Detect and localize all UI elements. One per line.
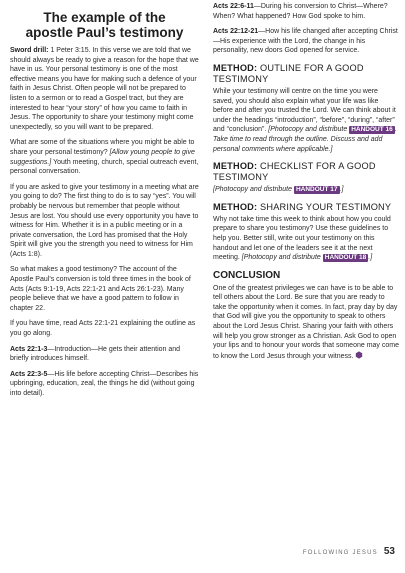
sword-drill-text: 1 Peter 3:15. In this verse we are told that we should always be ready to give a reason for the hope that we have in us. Your personal testimony is one of the most effective means you have for making such a defence of your faith in Jesus Christ. Often people will not be prepared to listen to a sermon or to read a Gospel tract, but they are interested to hear “your story” of how you came to faith in Jesus. The opportunity to share your testimony might come unexpectedly, so you will want to be prepared. [10, 47, 199, 131]
handout-18-badge: HANDOUT 18 [324, 254, 367, 262]
read-acts-paragraph: If you have time, read Acts 22:1-21 explaining the outline as you go along. [10, 320, 196, 338]
acts-during-ref: Acts 22:6-11 [213, 3, 254, 10]
method-outline-instruction-b: . Take time to read through the outline. Discuss and add personal comments where applicable.] [213, 126, 397, 153]
method-sharing-instruction-a: [Photocopy and distribute [241, 254, 323, 262]
method-sharing-label: METHOD: [213, 201, 258, 212]
right-column [213, 2, 399, 367]
method-outline-title: OUTLINE FOR A GOOD TESTIMONY [213, 62, 364, 84]
method-outline-heading [213, 63, 399, 85]
situations-instruction: [Allow young people to give suggestions.] [10, 148, 195, 166]
handout-17-badge: HANDOUT 17 [295, 186, 338, 194]
left-column [10, 10, 199, 405]
acts-after-paragraph [213, 27, 399, 56]
method-outline-text: While your testimony will centre on the time you were saved, you should also explain what your life was like before and after you trusted the Lord. We can think about it under the headings “introduction”, “before”, “during”, “after” and “conclusion”. [213, 87, 396, 134]
sword-drill-label: Sword drill: [10, 47, 49, 54]
method-sharing-instruction-b: .] [368, 254, 373, 262]
method-checklist-heading [213, 161, 399, 183]
page-number: 53 [383, 546, 395, 557]
situations-answers: Youth meeting, church, special outreach event, personal conversation. [10, 158, 199, 176]
acts-intro-paragraph [10, 345, 199, 364]
method-sharing-title: SHARING YOUR TESTIMONY [257, 201, 392, 212]
conclusion-heading: CONCLUSION [213, 269, 281, 281]
conclusion-paragraph [213, 284, 399, 362]
acts-before-ref: Acts 22:3-5 [10, 370, 48, 378]
method-checklist-title: CHECKLIST FOR A GOOD TESTIMONY [213, 161, 376, 183]
acts-during-paragraph [213, 2, 399, 21]
good-testimony-paragraph: So what makes a good testimony? The account of the Apostle Paul’s conversion is told three times in the book of Acts (Acts 9:1-19, Acts 22:1-21 and Acts 26:1-23). Many people believe that we have a good pattern to follow in chapter 22. [10, 266, 191, 312]
method-checklist-paragraph [213, 185, 399, 195]
method-checklist-instruction-b: .] [339, 186, 344, 194]
method-sharing-text: Why not take time this week to think about how you could prepare to share you testimony? Use these guidelines to help you. Better still, write out your testimony on this handout and let one of the leaders see it at the next meeting. [213, 215, 391, 262]
acts-during-text: —During his conversion to Christ—Where? When? What happened? How God spoke to him. [213, 3, 388, 20]
conclusion-text: One of the greatest privileges we can have is to be able to tell others about the Lord. Be sure that you are ready to take the opportunity when it comes. In fact, pray day by day that God will give you the opportunity to speak to others about the Lord Jesus Christ. Sharing your faith with others will help you grow stronger as a Christian. Ask God to open your lips and to honour your words that someone may come to know the Lord Jesus through your witness. [213, 284, 399, 360]
hexagon-end-mark-icon [355, 351, 363, 359]
acts-after-text: —How his life changed after accepting Christ—His experience with the Lord, the change in his personality, new doors God opened for service. [213, 28, 398, 55]
title-line-1: The example of the [43, 10, 166, 25]
acts-before-text: —His life before accepting Christ—Describes his upbringing, education, zeal, the things he did (without going into detail). [10, 370, 199, 397]
method-outline-paragraph [213, 87, 399, 154]
page-footer [303, 546, 395, 557]
page-title [10, 10, 199, 40]
method-outline-instruction-a: [Photocopy and distribute [268, 126, 350, 134]
meeting-paragraph: If you are asked to give your testimony in a meeting what are you going to do? The first thing to do is to say “yes”. You will probably be nervous but remember that people without Jesus are lost. You should use every opportunity you have to witness for Him. Whether it is in a public meeting or in a private conversation, the Lord has promised that the Holy Spirit will give you the strength you need to witness for Him (Acts 1:8). [10, 183, 199, 258]
footer-running-title: FOLLOWING JESUS [302, 550, 378, 556]
acts-before-paragraph [10, 370, 199, 399]
handout-16-badge: HANDOUT 16 [351, 126, 393, 134]
method-sharing-heading [213, 202, 399, 213]
method-sharing-paragraph [213, 215, 399, 263]
acts-intro-text: —Introduction—He gets their attention and briefly introduces himself. [10, 345, 181, 363]
acts-after-ref: Acts 22:12-21 [213, 28, 259, 36]
situations-paragraph [10, 138, 199, 176]
method-checklist-instruction-a: [Photocopy and distribute [213, 186, 294, 194]
sword-drill-paragraph [10, 46, 199, 132]
acts-intro-ref: Acts 22:1-3 [10, 345, 48, 353]
situations-text: What are some of the situations where you might be able to share your personal testimony? [10, 139, 195, 156]
title-line-2: apostle Paul’s testimony [25, 25, 184, 40]
method-checklist-label: METHOD: [213, 161, 258, 172]
method-outline-label: METHOD: [213, 62, 258, 73]
